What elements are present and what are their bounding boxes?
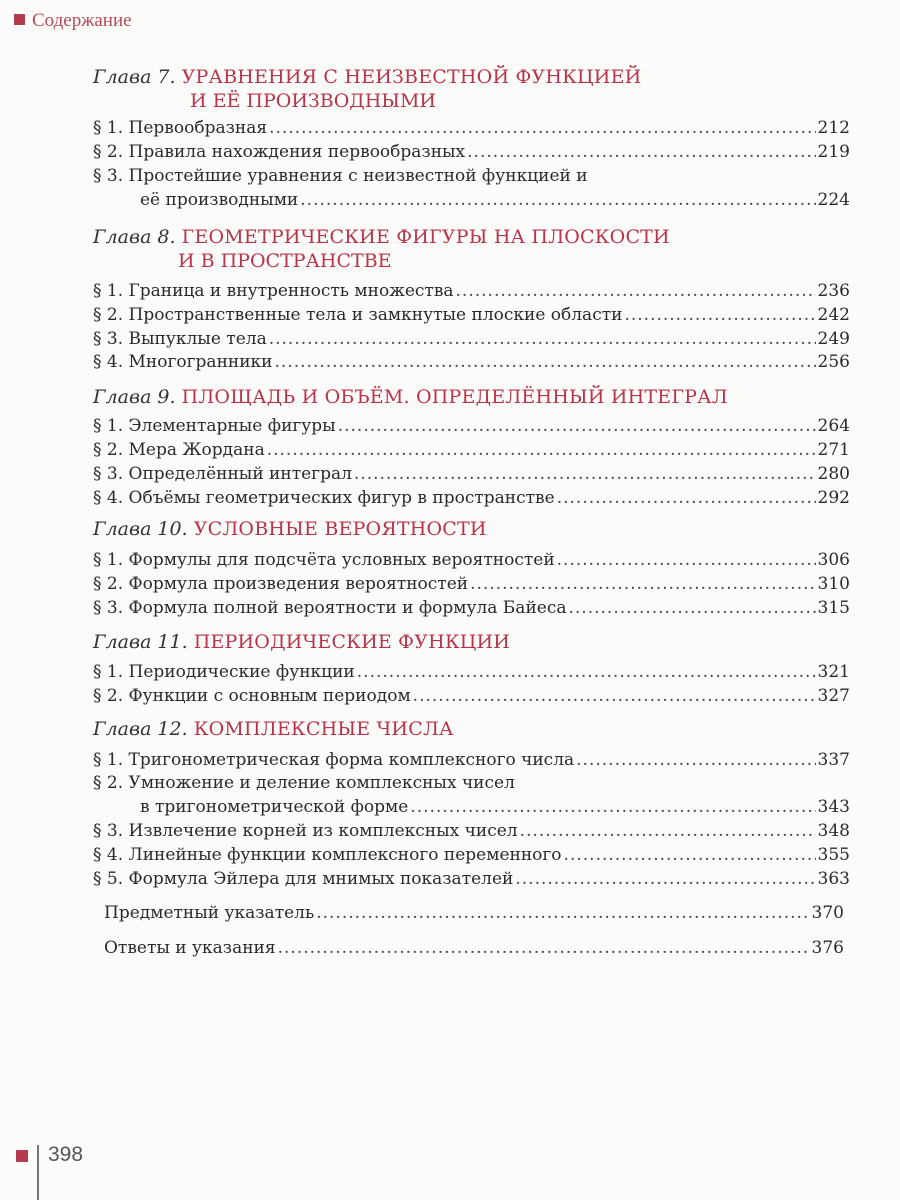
toc-entry[interactable] xyxy=(93,488,850,512)
entry-page: 370 xyxy=(811,903,844,923)
dot-leader xyxy=(520,821,816,841)
dot-leader xyxy=(275,352,816,372)
entry-page: 348 xyxy=(817,821,850,841)
toc-entry[interactable] xyxy=(93,869,850,893)
entry-title: § 2. Пространственные тела и замкнутые плоские области xyxy=(93,305,623,325)
entry-title: § 1. Граница и внутренность множества xyxy=(93,281,454,301)
chapter-title: УРАВНЕНИЯ С НЕИЗВЕСТНОЙ ФУНКЦИЕЙ xyxy=(181,66,642,88)
chapter-label: Глава 12. xyxy=(93,718,188,740)
entry-page: 242 xyxy=(817,305,850,325)
dot-leader xyxy=(576,750,815,770)
dot-leader xyxy=(354,464,816,484)
toc-entry[interactable] xyxy=(140,190,850,214)
dot-leader xyxy=(316,903,809,923)
dot-leader xyxy=(470,574,815,594)
dot-leader xyxy=(557,550,816,570)
chapter-heading[interactable] xyxy=(93,66,641,88)
toc-entry[interactable] xyxy=(93,773,850,797)
toc-entry[interactable] xyxy=(93,352,850,376)
entry-title: § 4. Многогранники xyxy=(93,352,273,372)
toc-entry[interactable] xyxy=(93,416,850,440)
toc-entry[interactable] xyxy=(93,305,850,329)
toc-entry[interactable] xyxy=(93,598,850,622)
header-title: Содержание xyxy=(32,10,132,31)
toc-entry[interactable] xyxy=(93,142,850,166)
dot-leader xyxy=(269,329,816,349)
chapter-heading[interactable] xyxy=(93,226,670,248)
entry-title: § 4. Линейные функции комплексного переменного xyxy=(93,845,562,865)
entry-title: § 2. Функции с основным периодом xyxy=(93,686,411,706)
entry-title: § 3. Определённый интеграл xyxy=(93,464,352,484)
footer-divider xyxy=(37,1145,39,1200)
entry-page: 306 xyxy=(817,550,850,570)
chapter-label: Глава 8. xyxy=(93,226,176,248)
dot-leader xyxy=(569,598,816,618)
entry-page: 249 xyxy=(817,329,850,349)
entry-title: § 3. Простейшие уравнения с неизвестной функцией и xyxy=(93,166,588,186)
entry-title: § 3. Формула полной вероятности и формула Байеса xyxy=(93,598,567,618)
entry-page: 376 xyxy=(811,938,844,958)
chapter-label: Глава 11. xyxy=(93,631,188,653)
entry-title: в тригонометрической форме xyxy=(140,797,409,817)
entry-title: § 2. Правила нахождения первообразных xyxy=(93,142,466,162)
entry-title: § 2. Мера Жордана xyxy=(93,440,265,460)
header-marker-icon xyxy=(14,14,25,25)
entry-title: § 3. Извлечение корней из комплексных чисел xyxy=(93,821,518,841)
entry-page: 224 xyxy=(817,190,850,210)
chapter-label: Глава 9. xyxy=(93,386,176,408)
dot-leader xyxy=(300,190,815,210)
entry-title: § 1. Периодические функции xyxy=(93,662,355,682)
entry-page: 264 xyxy=(817,416,850,436)
chapter-title: ПЛОЩАДЬ И ОБЪЁМ. ОПРЕДЕЛЁННЫЙ ИНТЕГРАЛ xyxy=(181,386,728,408)
toc-entry[interactable] xyxy=(93,118,850,142)
toc-entry[interactable] xyxy=(93,329,850,353)
entry-page: 337 xyxy=(817,750,850,770)
dot-leader xyxy=(410,797,815,817)
dot-leader xyxy=(269,118,815,138)
toc-entry[interactable] xyxy=(93,464,850,488)
entry-title: § 4. Объёмы геометрических фигур в пространстве xyxy=(93,488,555,508)
toc-entry[interactable] xyxy=(93,662,850,686)
toc-entry[interactable] xyxy=(93,821,850,845)
dot-leader xyxy=(357,662,816,682)
chapter-heading[interactable] xyxy=(93,518,487,540)
entry-page: 271 xyxy=(817,440,850,460)
dot-leader xyxy=(338,416,816,436)
page-number: 398 xyxy=(48,1143,84,1166)
toc-entry[interactable] xyxy=(104,903,844,927)
chapter-title: ПЕРИОДИЧЕСКИЕ ФУНКЦИИ xyxy=(193,631,511,653)
dot-leader xyxy=(557,488,816,508)
toc-entry[interactable] xyxy=(93,686,850,710)
toc-entry[interactable] xyxy=(104,938,844,962)
entry-title: Предметный указатель xyxy=(104,903,315,923)
dot-leader xyxy=(467,142,815,162)
entry-page: 310 xyxy=(817,574,850,594)
entry-title: § 3. Выпуклые тела xyxy=(93,329,267,349)
entry-title: § 1. Тригонометрическая форма комплексного числа xyxy=(93,750,575,770)
chapter-heading[interactable] xyxy=(93,718,454,740)
toc-entry[interactable] xyxy=(140,797,850,821)
chapter-heading[interactable] xyxy=(93,631,510,653)
entry-page: 212 xyxy=(817,118,850,138)
dot-leader xyxy=(456,281,816,301)
toc-entry[interactable] xyxy=(93,281,850,305)
entry-page: 315 xyxy=(817,598,850,618)
chapter-label: Глава 10. xyxy=(93,518,188,540)
entry-page: 236 xyxy=(817,281,850,301)
entry-title: § 2. Формула произведения вероятностей xyxy=(93,574,469,594)
dot-leader xyxy=(278,938,810,958)
entry-page: 343 xyxy=(817,797,850,817)
dot-leader xyxy=(564,845,816,865)
entry-page: 363 xyxy=(817,869,850,889)
entry-page: 327 xyxy=(817,686,850,706)
entry-page: 321 xyxy=(817,662,850,682)
toc-entry[interactable] xyxy=(93,845,850,869)
toc-entry[interactable] xyxy=(93,750,850,774)
chapter-title-continued: И В ПРОСТРАНСТВЕ xyxy=(178,250,392,272)
entry-title: § 2. Умножение и деление комплексных чисел xyxy=(93,773,515,793)
entry-title: § 1. Формулы для подсчёта условных вероятностей xyxy=(93,550,555,570)
entry-page: 256 xyxy=(817,352,850,372)
entry-title: § 1. Первообразная xyxy=(93,118,268,138)
toc-entry[interactable] xyxy=(93,550,850,574)
toc-entry[interactable] xyxy=(93,166,850,190)
entry-title: Ответы и указания xyxy=(104,938,276,958)
dot-leader xyxy=(515,869,815,889)
dot-leader xyxy=(413,686,816,706)
dot-leader xyxy=(624,305,815,325)
chapter-title: КОМПЛЕКСНЫЕ ЧИСЛА xyxy=(193,718,454,740)
chapter-title: УСЛОВНЫЕ ВЕРОЯТНОСТИ xyxy=(193,518,487,540)
chapter-title: ГЕОМЕТРИЧЕСКИЕ ФИГУРЫ НА ПЛОСКОСТИ xyxy=(181,226,670,248)
entry-page: 219 xyxy=(817,142,850,162)
entry-page: 280 xyxy=(817,464,850,484)
entry-title: § 1. Элементарные фигуры xyxy=(93,416,336,436)
dot-leader xyxy=(267,440,816,460)
entry-title: её производными xyxy=(140,190,299,210)
chapter-label: Глава 7. xyxy=(93,66,176,88)
toc-entry[interactable] xyxy=(93,574,850,598)
chapter-heading[interactable] xyxy=(93,386,728,408)
entry-page: 355 xyxy=(817,845,850,865)
footer-marker-icon xyxy=(16,1150,28,1162)
running-header xyxy=(14,10,132,32)
entry-page: 292 xyxy=(817,488,850,508)
entry-title: § 5. Формула Эйлера для мнимых показателей xyxy=(93,869,514,889)
toc-entry[interactable] xyxy=(93,440,850,464)
chapter-title-continued: И ЕЁ ПРОИЗВОДНЫМИ xyxy=(190,90,436,112)
